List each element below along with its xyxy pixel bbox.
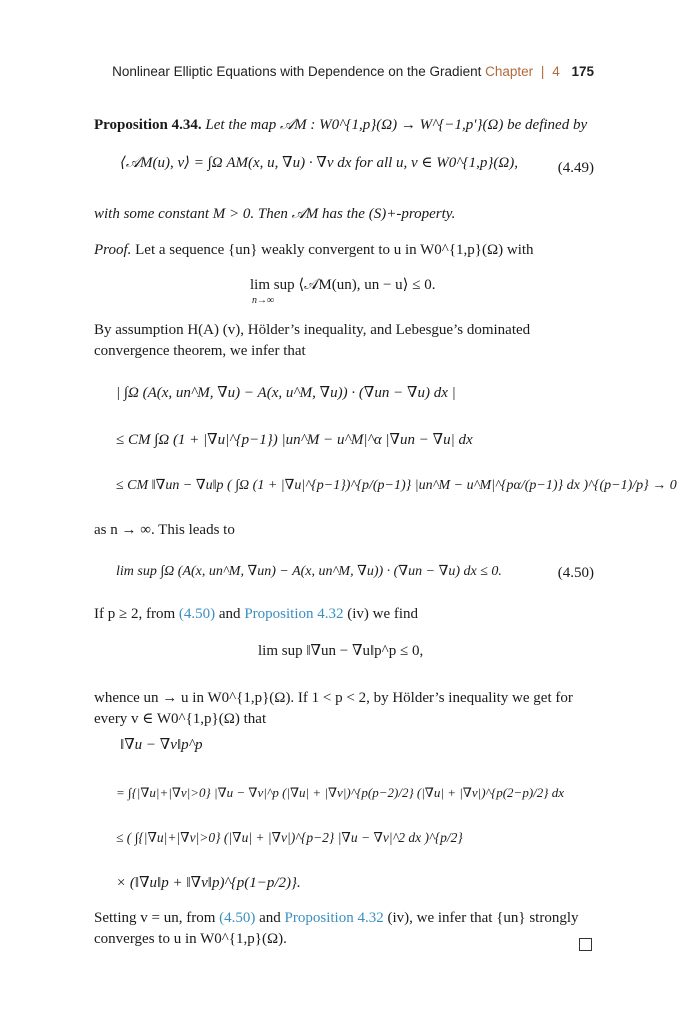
holder-line-1: ‖∇u − ∇v‖p^p bbox=[120, 737, 203, 753]
ref-proposition-4-32-link[interactable]: Proposition 4.32 bbox=[244, 606, 344, 622]
holder-line-2: = ∫{|∇u|+|∇v|>0} |∇u − ∇v|^p (|∇u| + |∇v|)^{p(p−2)/2} (|∇u| + |∇v|)^{p(2−p)/2} dx bbox=[116, 785, 564, 800]
assumption-paragraph: By assumption H(A) (v), Hölder’s inequality, and Lebesgue’s dominated convergence theorem, we infer that bbox=[94, 322, 531, 359]
proof-intro bbox=[94, 240, 594, 261]
running-title: Nonlinear Elliptic Equations with Dependence on the Gradient bbox=[112, 64, 482, 79]
setting-ref-4-50-link[interactable]: (4.50) bbox=[219, 910, 256, 926]
limsup-condition: lim sup ⟨𝒜M(un), un − u⟩ ≤ 0. bbox=[250, 277, 436, 293]
holder-line-4: × (‖∇u‖p + ‖∇v‖p)^{p(1−p/2)}. bbox=[116, 875, 301, 891]
p-ge-2-sentence bbox=[94, 604, 594, 625]
as-n-text: as n → ∞. This leads to bbox=[94, 522, 235, 538]
inequality-line-3: ≤ CM ‖∇un − ∇u‖p ( ∫Ω (1 + |∇u|^{p−1})^{p/(p−1)} |un^M − u^M|^{pα/(p−1)} dx )^{(p−1)/p} → 0 bbox=[116, 478, 677, 493]
equation-number-4-49: (4.49) bbox=[557, 160, 594, 176]
running-header bbox=[112, 64, 594, 79]
qed-square-icon bbox=[579, 938, 592, 951]
proof-label: Proof. bbox=[94, 242, 132, 258]
ref-4-50-link[interactable]: (4.50) bbox=[178, 606, 216, 622]
setting-and: and bbox=[259, 910, 281, 926]
proposition-statement bbox=[94, 115, 594, 136]
p-ge-2-post: (iv) we find bbox=[347, 606, 419, 622]
proof-intro-text: Let a sequence {un} weakly convergent to u in W0^{1,p}(Ω) with bbox=[135, 242, 534, 258]
setting-pre: Setting v = un, from bbox=[94, 910, 216, 926]
chapter-number: 4 bbox=[552, 64, 560, 79]
equation-number-4-50: (4.50) bbox=[557, 565, 594, 581]
setting-paragraph bbox=[94, 908, 594, 950]
limsup-norm: lim sup ‖∇un − ∇u‖p^p ≤ 0, bbox=[258, 643, 424, 659]
proposition-text: Let the map 𝒜M : W0^{1,p}(Ω) → W^{−1,p′}(Ω) be defined by bbox=[205, 117, 588, 133]
equation-4-49: ⟨𝒜M(u), v⟩ = ∫Ω AM(x, u, ∇u) · ∇v dx for all u, v ∈ W0^{1,p}(Ω), bbox=[120, 155, 518, 171]
limsup-subscript: n→∞ bbox=[252, 295, 275, 306]
setting-post: (iv), we infer that {un} strongly converges to u in W0^{1,p}(Ω). bbox=[94, 910, 579, 947]
proposition-conclusion: with some constant M > 0. Then 𝒜M has the (S)+-property. bbox=[94, 206, 456, 222]
p-ge-2-pre: If p ≥ 2, from bbox=[94, 606, 176, 622]
page-number: 175 bbox=[571, 64, 594, 79]
proposition-title: Proposition 4.34. bbox=[94, 117, 202, 133]
p-ge-2-and: and bbox=[218, 606, 241, 622]
whence-paragraph: whence un → u in W0^{1,p}(Ω). If 1 < p < 2, by Hölder’s inequality we get for every v ∈ W0^{1,p}(Ω) that bbox=[94, 690, 573, 727]
holder-line-3: ≤ ( ∫{|∇u|+|∇v|>0} (|∇u| + |∇v|)^{p−2} |∇u − ∇v|^2 dx )^{p/2} bbox=[116, 830, 463, 845]
inequality-line-1: | ∫Ω (A(x, un^M, ∇u) − A(x, u^M, ∇u)) · (∇un − ∇u) dx | bbox=[116, 385, 456, 401]
inequality-line-2: ≤ CM ∫Ω (1 + |∇u|^{p−1}) |un^M − u^M|^α |∇un − ∇u| dx bbox=[116, 432, 473, 448]
setting-ref-proposition-4-32-link[interactable]: Proposition 4.32 bbox=[284, 910, 384, 926]
equation-4-50: lim sup ∫Ω (A(x, un^M, ∇un) − A(x, un^M, ∇u)) · (∇un − ∇u) dx ≤ 0. bbox=[116, 564, 502, 579]
header-separator: | bbox=[540, 64, 545, 79]
chapter-label: Chapter bbox=[485, 64, 534, 79]
